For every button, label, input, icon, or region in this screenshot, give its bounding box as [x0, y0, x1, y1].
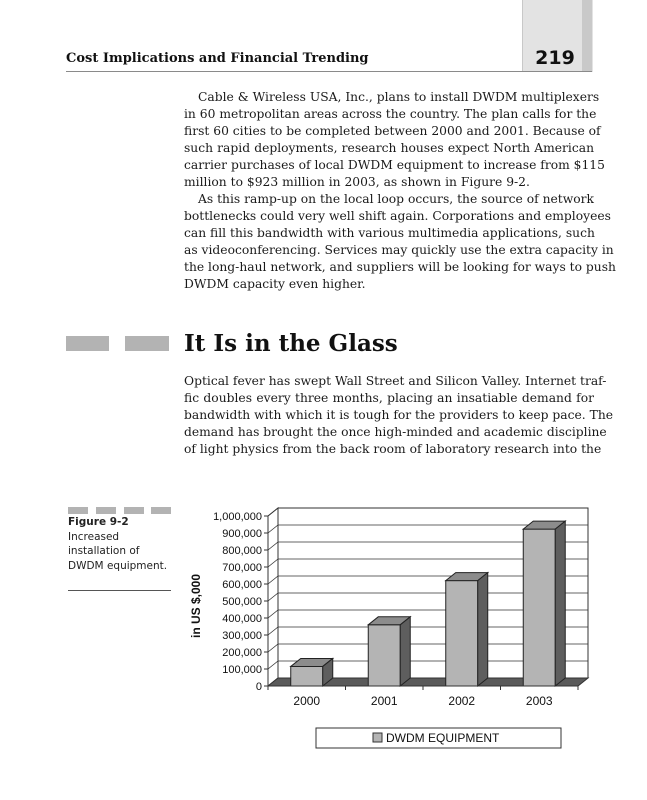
- y-tick-label: 400,000: [222, 613, 262, 625]
- text-line: Cable & Wireless USA, Inc., plans to install DWDM multiplexers: [198, 90, 600, 104]
- section-marker-bar: [125, 336, 169, 351]
- caption-dash: [151, 507, 171, 514]
- legend-swatch: [373, 733, 382, 742]
- bar-2001: [368, 617, 410, 686]
- caption-rule: [68, 590, 171, 591]
- bar-side: [400, 617, 410, 686]
- x-tick-label: 2002: [448, 694, 476, 708]
- text-line: carrier purchases of local DWDM equipment to increase from $115: [184, 158, 605, 172]
- header-rule: [66, 71, 592, 72]
- bar-front: [368, 625, 400, 686]
- text-line: of light physics from the back room of laboratory research into the: [184, 442, 602, 456]
- caption-dash: [96, 507, 116, 514]
- text-line: can fill this bandwidth with various multimedia applications, such: [184, 226, 595, 240]
- paragraph-2: [184, 191, 616, 293]
- x-tick-label: 2001: [370, 694, 398, 708]
- text-line: As this ramp-up on the local loop occurs, the source of network: [198, 192, 594, 206]
- text-line: such rapid deployments, research houses expect North American: [184, 141, 594, 155]
- text-line: first 60 cities to be completed between 2000 and 2001. Because of: [184, 124, 601, 138]
- y-tick-label: 300,000: [222, 630, 262, 642]
- y-tick-label: 800,000: [222, 545, 262, 557]
- text-line: million to $923 million in 2003, as shown in Figure 9-2.: [184, 175, 530, 189]
- text-line: demand has brought the once high-minded and academic discipline: [184, 425, 607, 439]
- figure-label: Figure 9-2: [68, 516, 129, 528]
- y-tick-label: 0: [255, 681, 262, 693]
- dwdm-bar-chart: [180, 500, 600, 760]
- text-line: bottlenecks could very well shift again. Corporations and employees: [184, 209, 611, 223]
- text-line: as videoconferencing. Services may quickly use the extra capacity in: [184, 243, 614, 257]
- y-tick-label: 200,000: [222, 647, 262, 659]
- bar-side: [555, 521, 565, 686]
- paragraph-1: [184, 89, 605, 191]
- bar-2003: [523, 521, 565, 686]
- section-marker-bar: [66, 336, 109, 351]
- section-title: It Is in the Glass: [184, 330, 398, 357]
- text-line: in 60 metropolitan areas across the country. The plan calls for the: [184, 107, 597, 121]
- chart-legend: [316, 728, 561, 748]
- x-axis-ticks: [268, 686, 578, 708]
- text-line: DWDM capacity even higher.: [184, 277, 366, 291]
- caption-dash: [68, 507, 88, 514]
- x-tick-label: 2000: [293, 694, 321, 708]
- page-tab-edge: [582, 0, 592, 72]
- y-tick-label: 600,000: [222, 579, 262, 591]
- caption-dash: [124, 507, 144, 514]
- text-line: Optical fever has swept Wall Street and Silicon Valley. Internet traf-: [184, 374, 607, 388]
- running-head: Cost Implications and Financial Trending: [66, 51, 369, 66]
- page-number: 219: [535, 47, 575, 69]
- bar-side: [478, 573, 488, 686]
- y-axis-ticks: [213, 511, 268, 693]
- y-tick-label: 1,000,000: [213, 511, 262, 523]
- bar-front: [523, 529, 555, 686]
- bar-2000: [291, 658, 333, 686]
- text-line: fic doubles every three months, placing an insatiable demand for: [184, 391, 594, 405]
- bar-front: [291, 666, 323, 686]
- bar-front: [446, 581, 478, 686]
- y-tick-label: 100,000: [222, 664, 262, 676]
- text-line: the long-haul network, and suppliers will be looking for ways to push: [184, 260, 616, 274]
- y-axis-label: in US $,000: [189, 573, 203, 639]
- paragraph-3: [184, 373, 614, 458]
- bar-2002: [446, 573, 488, 686]
- text-line: bandwidth with which it is tough for the providers to keep pace. The: [184, 408, 614, 422]
- y-tick-label: 700,000: [222, 562, 262, 574]
- figure-caption-text: Increased installation of DWDM equipment.: [68, 530, 168, 572]
- x-tick-label: 2003: [525, 694, 553, 708]
- y-tick-label: 500,000: [222, 596, 262, 608]
- figure-caption: [68, 515, 171, 573]
- legend-label: DWDM EQUIPMENT: [386, 731, 500, 745]
- y-tick-label: 900,000: [222, 528, 262, 540]
